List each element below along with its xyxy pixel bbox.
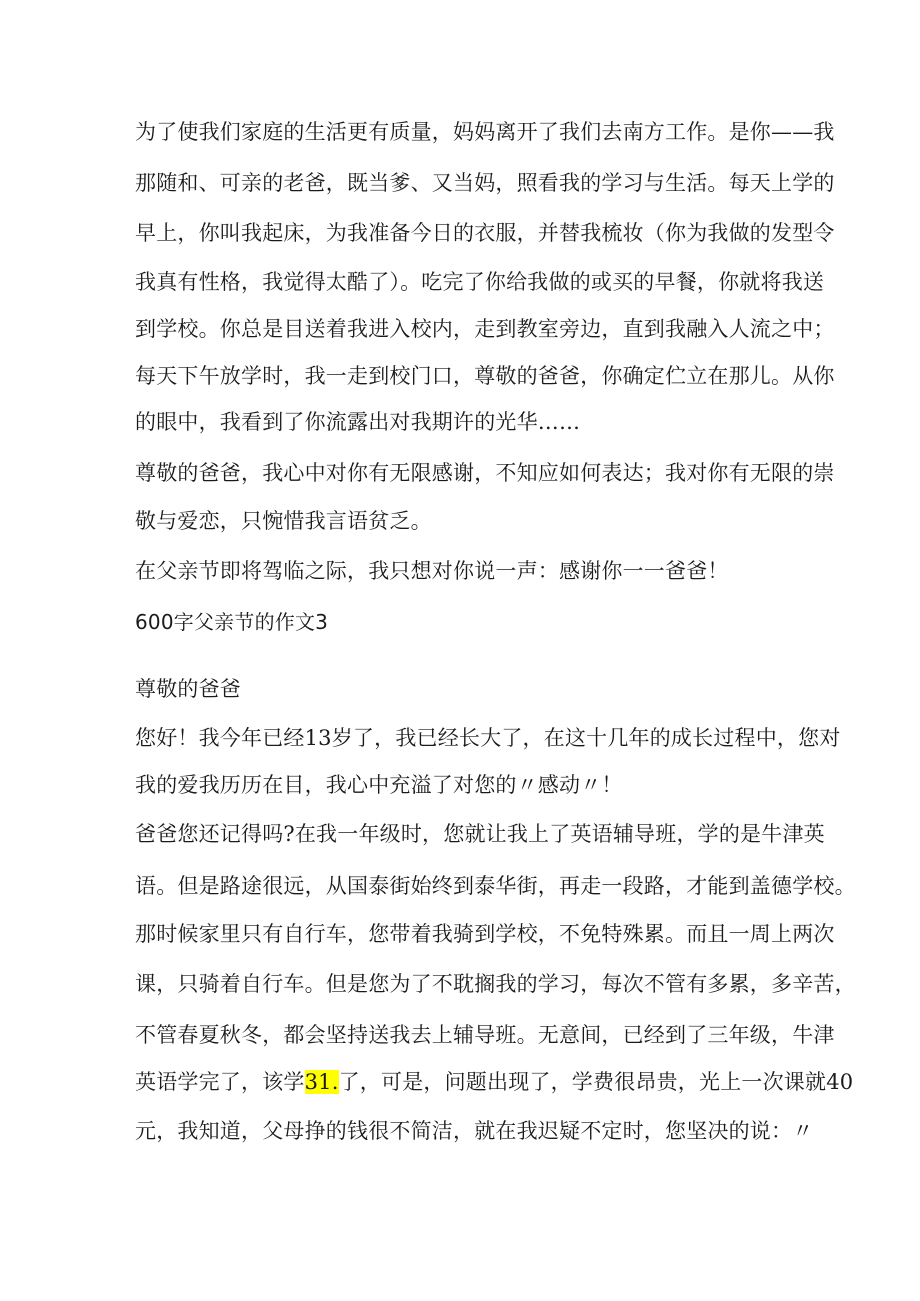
line-text-after: 了，可是，问题出现了，学费很昂贵，光上一次课就40 [338,1070,854,1094]
highlighted-text: 31. [304,1070,339,1094]
paragraph-line: 早上，你叫我起床，为我准备今日的衣服，并替我梳妆（你为我做的发型令 [135,221,835,245]
paragraph-line: 我的爱我历历在目，我心中充溢了对您的〃感动〃！ [135,773,623,797]
paragraph-line: 爸爸您还记得吗?在我一年级时，您就让我上了英语辅导班，学的是牛津英 [135,822,825,846]
paragraph-line: 的眼中，我看到了你流露出对我期许的光华…… [135,410,581,434]
paragraph-line: 尊敬的爸爸，我心中对你有无限感谢，不知应如何表达；我对你有无限的崇 [135,461,835,485]
paragraph-line: 在父亲节即将驾临之际，我只想对你说一声：感谢你一一爸爸！ [135,559,729,583]
paragraph-line: 到学校。你总是目送着我进入校内，走到教室旁边，直到我融入人流之中； [135,317,835,341]
paragraph-line: 敬与爱恋，只惋惜我言语贫乏。 [135,509,432,533]
paragraph-line: 课，只骑着自行车。但是您为了不耽搁我的学习，每次不管有多累，多辛苦， [135,972,856,996]
paragraph-line: 我真有性格，我觉得太酷了）。吃完了你给我做的或买的早餐，你就将我送 [135,270,825,294]
line-text-before: 英语学完了，该学 [135,1070,305,1094]
paragraph-line: 那时候家里只有自行车，您带着我骑到学校，不免特殊累。而且一周上两次 [135,922,835,946]
paragraph-line: 不管春夏秋冬，都会坚持送我去上辅导班。无意间，已经到了三年级，牛津 [135,1023,835,1047]
paragraph-line: 语。但是路途很远，从国泰街始终到泰华街，再走一段路，才能到盖德学校。 [135,874,856,898]
paragraph-line: 为了使我们家庭的生活更有质量，妈妈离开了我们去南方工作。是你——我 [135,120,835,144]
section-heading: 600字父亲节的作文3 [135,610,329,634]
paragraph-line-highlighted [135,1068,853,1096]
paragraph-line: 每天下午放学时，我一走到校门口，尊敬的爸爸，你确定伫立在那儿。从你 [135,364,835,388]
salutation: 尊敬的爸爸 [135,677,241,701]
paragraph-line: 您好！我今年已经13岁了，我已经长大了，在这十几年的成长过程中，您对 [135,726,841,750]
paragraph-line: 元，我知道，父母挣的钱很不简洁，就在我迟疑不定时，您坚决的说：〃 [135,1119,814,1143]
paragraph-line: 那随和、可亲的老爸，既当爹、又当妈，照看我的学习与生活。每天上学的 [135,171,835,195]
